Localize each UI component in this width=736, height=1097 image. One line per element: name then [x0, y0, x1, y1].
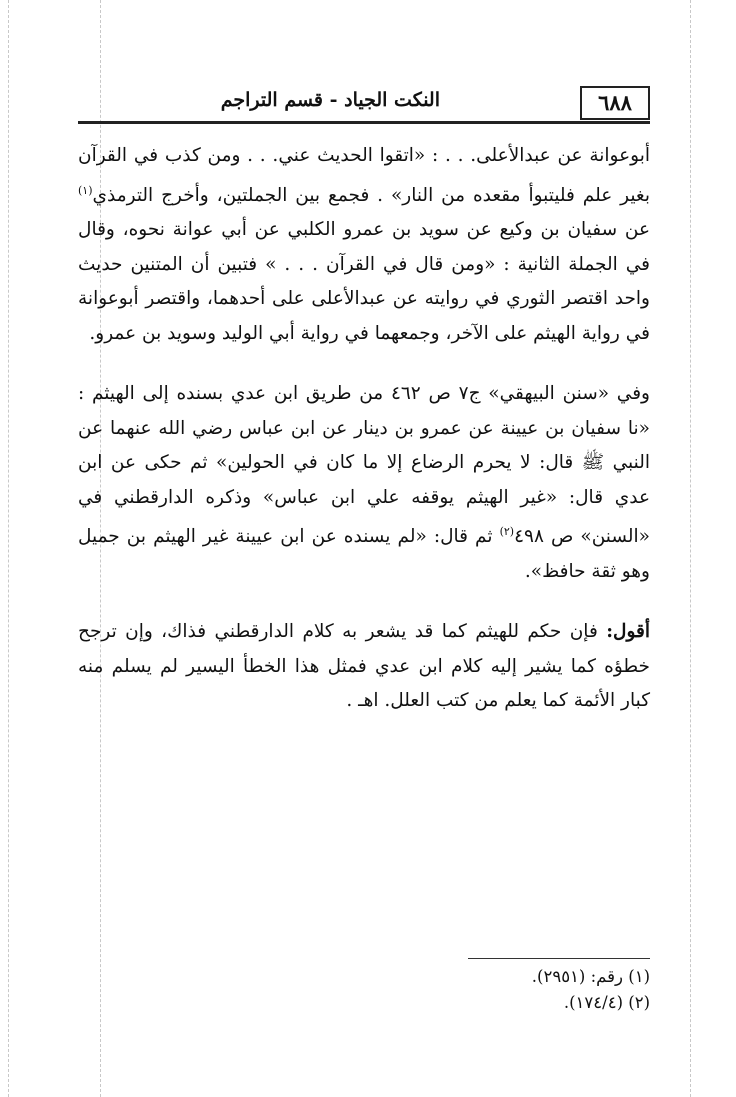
text-line: خطؤه كما يشير إليه كلام ابن عدي فمثل هذا الخطأ اليسير لم يسلم منه كبار الأئمة	[78, 655, 650, 712]
paragraph-2	[78, 377, 650, 589]
paragraph-lead: أقول:	[606, 621, 650, 643]
text-line: أبوعوانة عن عبدالأعلى. . . : «اتقوا الحديث عني. . . ومن كذب في القرآن	[78, 145, 650, 166]
margin-guide-line	[690, 0, 691, 1097]
text-line: فإن حكم للهيثم كما قد يشعر به كلام الدارقطني فذاك، وإن ترجح	[78, 621, 607, 643]
text-line: روايته عن عبدالأعلى على أحدهما، واقتصر أبوعوانة في رواية الهيثم على الآخر،	[78, 288, 650, 344]
footnote-2: (٢) (١٧٤/٤).	[563, 993, 650, 1012]
footnote-1: (١) رقم: (٢٩٥١).	[531, 967, 650, 986]
footnote-ref: (١)	[78, 183, 93, 197]
text-line: ثم قال:	[433, 526, 500, 548]
text-line: عن	[624, 219, 650, 241]
page-number: ٦٨٨	[580, 86, 650, 120]
text-line: وجمعهما في رواية أبي الوليد وسويد بن عمرو.	[89, 322, 440, 344]
text-line: سفيان بن عيينة عن عمرو بن دينار عن ابن عباس رضي الله عنهما عن النبي ﷺ	[78, 417, 650, 474]
text-line: كما يعلم من كتب العلل. اهـ .	[346, 690, 568, 712]
text-line: الثانية : «ومن قال في القرآن . . . » فتبين أن المتنين حديث واحد اقتصر الثوري في	[78, 253, 650, 310]
footnote-separator	[468, 958, 650, 959]
header-rule	[78, 121, 650, 124]
text-line: بغير علم فليتبوأ مقعده من النار» . فجمع بين الجملتين، وأخرج الترمذي	[92, 184, 650, 206]
footnote-ref: (٢)	[499, 525, 515, 539]
text-line: «لم يسنده عن ابن عيينة غير الهيثم بن جميل وهو ثقة حافظ».	[78, 526, 650, 582]
footnotes	[78, 964, 650, 1016]
page-header	[78, 86, 650, 124]
body-text	[78, 139, 650, 719]
text-line: الهيثم يوقفه علي ابن عباس» وذكره الدارقطني في «السنن» ص ٤٩٨	[78, 486, 650, 548]
margin-guide-line	[8, 0, 9, 1097]
paragraph-1	[78, 139, 650, 351]
paragraph-3	[78, 615, 650, 719]
text-line: سفيان بن وكيع عن سويد بن عمرو الكلبي عن أبي عوانة نحوه، وقال في الجملة	[78, 219, 650, 275]
text-line: قال: لا يحرم الرضاع إلا ما كان في الحولين» ثم حكى عن ابن عدي قال: «غير	[78, 452, 650, 508]
running-head: النكت الجياد - قسم التراجم	[220, 89, 440, 111]
text-line: وفي «سنن البيهقي» ج٧ ص ٤٦٢ من طريق ابن عدي بسنده إلى الهيثم : «نا	[78, 383, 650, 439]
